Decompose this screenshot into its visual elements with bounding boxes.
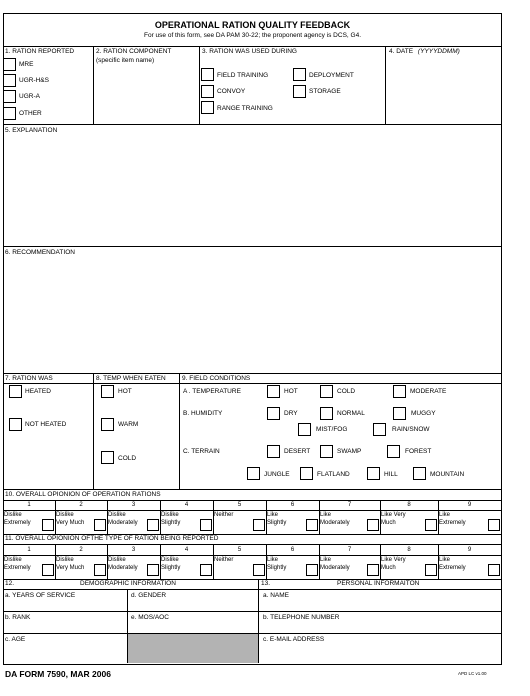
operation-rations-scale-label-line1: Like xyxy=(320,512,332,518)
mre-checkbox[interactable] xyxy=(3,58,16,71)
ration-type-scale-number: 7 xyxy=(347,547,352,553)
humidity-rain-snow-checkbox[interactable] xyxy=(373,423,386,436)
ration-type-scale-label-line1: Dislike xyxy=(108,557,126,563)
ration-type-scale-label-line1: Dislike xyxy=(4,557,22,563)
personal-information-label: PERSONAL INFORMAITON xyxy=(337,580,420,587)
ration-type-scale-checkbox-3[interactable] xyxy=(147,564,159,576)
terrain-label: C. TERRAIN xyxy=(183,448,220,455)
rank-field[interactable] xyxy=(4,622,126,632)
ration-reported-label: 1. RATION REPORTED xyxy=(5,48,75,55)
humidity-rain-snow-label: RAIN/SNOW xyxy=(392,426,430,433)
ration-type-scale-checkbox-9[interactable] xyxy=(488,564,500,576)
ration-type-scale-label-line1: Like xyxy=(267,557,279,563)
operation-rations-scale-checkbox-8[interactable] xyxy=(425,519,437,531)
humidity-muggy-checkbox[interactable] xyxy=(393,407,406,420)
operation-rations-scale-label-line1: Like Very xyxy=(381,512,406,518)
name-label: a. NAME xyxy=(263,592,290,599)
other-label: OTHER xyxy=(19,110,42,117)
convoy-label: CONVOY xyxy=(217,88,246,95)
operation-rations-scale-checkbox-6[interactable] xyxy=(306,519,318,531)
gender-label: d. GENDER xyxy=(131,592,167,599)
ration-type-scale-number: 9 xyxy=(467,547,472,553)
ration-type-scale-number: 3 xyxy=(131,547,136,553)
operation-rations-scale-label-line2: Slightly xyxy=(267,520,287,526)
ration-type-scale-number: 8 xyxy=(407,547,411,553)
explanation-label: 5. EXPLANATION xyxy=(5,127,58,134)
operation-rations-scale-number: 4 xyxy=(184,502,189,508)
ration-type-scale-checkbox-4[interactable] xyxy=(200,564,212,576)
terrain-hill-label: HILL xyxy=(384,471,398,478)
humidity-normal-checkbox[interactable] xyxy=(320,407,333,420)
terrain-desert-label: DESERT xyxy=(284,448,311,455)
field-training-label: FIELD TRAINING xyxy=(217,72,269,79)
temp-cold-checkbox[interactable] xyxy=(320,385,333,398)
block12-number: 12. xyxy=(5,580,15,587)
explanation-field[interactable] xyxy=(4,137,499,244)
demographic-information-label: DEMOGRAPHIC INFORMATION xyxy=(80,580,176,587)
telephone-field[interactable] xyxy=(260,622,499,632)
ration-type-scale-label-line2: Extremely xyxy=(4,565,31,571)
ration-type-scale-label-line1: Like xyxy=(439,557,451,563)
humidity-mist-fog-checkbox[interactable] xyxy=(298,423,311,436)
name-field[interactable] xyxy=(260,600,499,610)
ration-type-scale-number: 4 xyxy=(184,547,189,553)
operation-rations-scale-label-line2: Extremely xyxy=(439,520,466,526)
operation-rations-scale-label-line2: Much xyxy=(381,520,396,526)
ration-type-scale-label-line1: Dislike xyxy=(161,557,179,563)
operation-rations-scale-checkbox-3[interactable] xyxy=(147,519,159,531)
date-format: (YYYYDDMM) xyxy=(417,48,460,55)
recommendation-field[interactable] xyxy=(4,259,499,371)
mos-aoc-label: e. MOS/AOC xyxy=(131,614,169,621)
ration-type-scale-label-line2: Moderately xyxy=(108,565,138,571)
ugr-a-checkbox[interactable] xyxy=(3,90,16,103)
operation-rations-scale-checkbox-5[interactable] xyxy=(253,519,265,531)
operation-rations-scale-number: 1 xyxy=(27,502,31,508)
ration-type-scale-number: 2 xyxy=(79,547,83,553)
operation-rations-scale-label-line1: Dislike xyxy=(56,512,74,518)
operation-rations-scale-label-line1: Like xyxy=(267,512,279,518)
operation-rations-scale-number: 9 xyxy=(467,502,472,508)
years-of-service-field[interactable] xyxy=(4,600,126,610)
ration-type-scale-label-line2: Moderately xyxy=(320,565,350,571)
ration-type-scale-checkbox-5[interactable] xyxy=(253,564,265,576)
cold-eaten-checkbox[interactable] xyxy=(101,451,114,464)
ration-type-scale-label-line1: Neither xyxy=(214,557,234,563)
temp-cold-label: COLD xyxy=(337,388,356,395)
ugr-hs-checkbox[interactable] xyxy=(3,74,16,87)
range-training-label: RANGE TRAINING xyxy=(217,105,273,112)
operation-rations-scale-checkbox-1[interactable] xyxy=(42,519,54,531)
convoy-checkbox[interactable] xyxy=(201,85,214,98)
operation-rations-scale-number: 2 xyxy=(79,502,83,508)
ration-type-scale-checkbox-1[interactable] xyxy=(42,564,54,576)
operation-rations-scale-number: 3 xyxy=(131,502,136,508)
version-label: APD LC v1.00 xyxy=(458,671,487,676)
hot-eaten-label: HOT xyxy=(118,388,132,395)
temperature-label: A . TEMPERATURE xyxy=(183,388,241,395)
operation-rations-scale-checkbox-2[interactable] xyxy=(94,519,106,531)
date-label xyxy=(389,48,460,56)
range-training-checkbox[interactable] xyxy=(201,101,214,114)
block10-label: 10. OVERALL OPIONION OF OPERATION RATIONS xyxy=(5,491,161,498)
field-training-checkbox[interactable] xyxy=(201,68,214,81)
operation-rations-scale-number: 7 xyxy=(347,502,352,508)
age-field[interactable] xyxy=(4,644,126,662)
ration-type-scale-label-line2: Slightly xyxy=(267,565,287,571)
other-checkbox[interactable] xyxy=(3,107,16,120)
operation-rations-scale-label-line1: Dislike xyxy=(161,512,179,518)
operation-rations-scale-checkbox-7[interactable] xyxy=(367,519,379,531)
ration-component-sublabel: (specific item name) xyxy=(96,57,155,64)
operation-rations-scale-label-line2: Slightly xyxy=(161,520,181,526)
gender-field[interactable] xyxy=(129,600,257,610)
ration-type-scale-number: 5 xyxy=(237,547,242,553)
form-title: OPERATIONAL RATION QUALITY FEEDBACK xyxy=(154,20,351,30)
ugr-a-label: UGR-A xyxy=(19,93,40,100)
age-label: c. AGE xyxy=(5,636,26,643)
operation-rations-scale-checkbox-4[interactable] xyxy=(200,519,212,531)
ration-type-scale-label-line2: Much xyxy=(381,565,396,571)
operation-rations-scale-label-line2: Very Much xyxy=(56,520,85,526)
operation-rations-scale-label-line2: Moderately xyxy=(108,520,138,526)
ration-component-label: 2. RATION COMPONENT xyxy=(96,48,172,55)
heated-label: HEATED xyxy=(25,388,51,395)
operation-rations-scale-label-line1: Like xyxy=(439,512,451,518)
storage-label: STORAGE xyxy=(309,88,341,95)
temp-hot-checkbox[interactable] xyxy=(267,385,280,398)
ration-type-scale-label-line2: Very Much xyxy=(56,565,85,571)
terrain-swamp-checkbox[interactable] xyxy=(320,445,333,458)
humidity-muggy-label: MUGGY xyxy=(411,410,436,417)
ration-type-scale-label-line2: Extremely xyxy=(439,565,466,571)
ugr-hs-label: UGR-H&S xyxy=(19,77,49,84)
shaded-empty-cell xyxy=(128,634,258,663)
not-heated-label: NOT HEATED xyxy=(25,421,67,428)
terrain-swamp-label: SWAMP xyxy=(337,448,362,455)
terrain-desert-checkbox[interactable] xyxy=(267,445,280,458)
operation-rations-scale-number: 6 xyxy=(290,502,295,508)
operation-rations-scale-checkbox-9[interactable] xyxy=(488,519,500,531)
terrain-flatland-checkbox[interactable] xyxy=(300,467,313,480)
email-field[interactable] xyxy=(260,644,499,662)
temp-when-eaten-label: 8. TEMP WHEN EATEN xyxy=(96,375,166,382)
terrain-forest-checkbox[interactable] xyxy=(387,445,400,458)
humidity-dry-label: DRY xyxy=(284,410,298,417)
cold-eaten-label: COLD xyxy=(118,455,137,462)
ration-was-label: 7. RATION WAS xyxy=(5,375,53,382)
humidity-mist-fog-label: MIST/FOG xyxy=(316,426,348,433)
date-label-text: 4. DATE xyxy=(389,48,414,55)
ration-type-scale-checkbox-7[interactable] xyxy=(367,564,379,576)
ration-type-scale-checkbox-8[interactable] xyxy=(425,564,437,576)
field-conditions-label: 9. FIELD CONDITIONS xyxy=(182,375,251,382)
ration-type-scale-label-line1: Like xyxy=(320,557,332,563)
terrain-forest-label: FOREST xyxy=(405,448,432,455)
temp-moderate-checkbox[interactable] xyxy=(393,385,406,398)
terrain-flatland-label: FLATLAND xyxy=(317,471,350,478)
ration-type-scale-number: 6 xyxy=(290,547,295,553)
form-subtitle: For use of this form, see DA PAM 30-22; the proponent agency is DCS, G4. xyxy=(143,32,361,39)
telephone-label: b. TELEPHONE NUMBER xyxy=(263,614,340,621)
terrain-jungle-label: JUNGLE xyxy=(264,471,290,478)
deployment-checkbox[interactable] xyxy=(293,68,306,81)
rank-label: b. RANK xyxy=(5,614,31,621)
operation-rations-scale-label-line1: Neither xyxy=(214,512,234,518)
deployment-label: DEPLOYMENT xyxy=(309,72,354,79)
ration-type-scale-label-line1: Like Very xyxy=(381,557,406,563)
not-heated-checkbox[interactable] xyxy=(9,418,22,431)
warm-eaten-label: WARM xyxy=(118,421,139,428)
terrain-mountain-label: MOUNTAIN xyxy=(430,471,465,478)
mre-label: MRE xyxy=(19,61,34,68)
operation-rations-scale-label-line2: Moderately xyxy=(320,520,350,526)
mos-aoc-field[interactable] xyxy=(129,622,257,632)
operation-rations-scale-number: 8 xyxy=(407,502,411,508)
date-field[interactable] xyxy=(387,60,499,122)
ration-type-scale-number: 1 xyxy=(27,547,31,553)
block13-number: 13. xyxy=(261,580,271,587)
heated-checkbox[interactable] xyxy=(9,385,22,398)
humidity-dry-checkbox[interactable] xyxy=(267,407,280,420)
form-number: DA FORM 7590, MAR 2006 xyxy=(5,669,111,679)
terrain-jungle-checkbox[interactable] xyxy=(247,467,260,480)
ration-type-scale-checkbox-2[interactable] xyxy=(94,564,106,576)
ration-type-scale-checkbox-6[interactable] xyxy=(306,564,318,576)
ration-type-scale-label-line2: Slightly xyxy=(161,565,181,571)
ration-used-during-label: 3. RATION WAS USED DURING xyxy=(202,48,297,55)
temp-hot-label: HOT xyxy=(284,388,298,395)
ration-component-field[interactable] xyxy=(95,66,197,122)
terrain-hill-checkbox[interactable] xyxy=(367,467,380,480)
temp-moderate-label: MODERATE xyxy=(410,388,447,395)
recommendation-label: 6. RECOMMENDATION xyxy=(5,249,75,256)
operation-rations-scale-label-line1: Dislike xyxy=(108,512,126,518)
block11-label: 11. OVERALL OPIONION OFTHE TYPE OF RATION BEING REPORTED xyxy=(5,535,219,542)
hot-eaten-checkbox[interactable] xyxy=(101,385,114,398)
email-label: c. E-MAIL ADDRESS xyxy=(263,636,325,643)
operation-rations-scale-number: 5 xyxy=(237,502,242,508)
years-of-service-label: a. YEARS OF SERVICE xyxy=(5,592,76,599)
operation-rations-scale-label-line2: Extremely xyxy=(4,520,31,526)
warm-eaten-checkbox[interactable] xyxy=(101,418,114,431)
ration-type-scale-label-line1: Dislike xyxy=(56,557,74,563)
terrain-mountain-checkbox[interactable] xyxy=(413,467,426,480)
operation-rations-scale-label-line1: Dislike xyxy=(4,512,22,518)
storage-checkbox[interactable] xyxy=(293,85,306,98)
humidity-label: B. HUMIDITY xyxy=(183,410,223,417)
humidity-normal-label: NORMAL xyxy=(337,410,365,417)
